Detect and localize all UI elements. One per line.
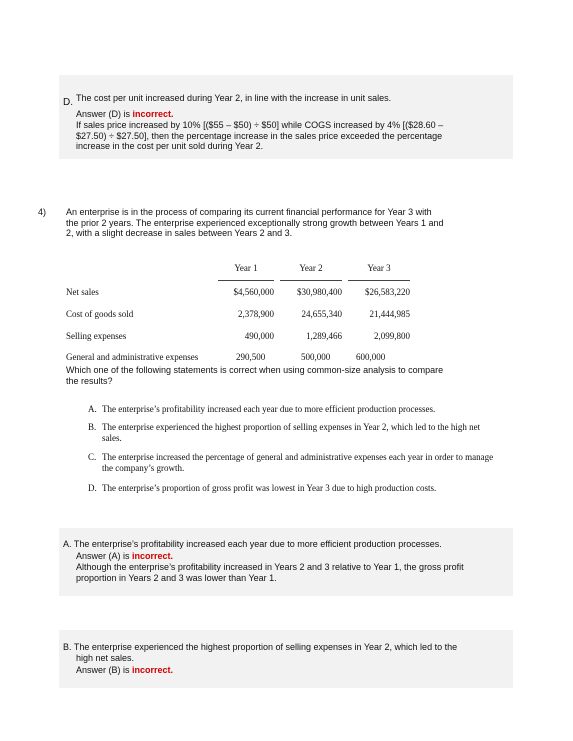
answer-prefix: Answer (B) is [76,665,133,675]
cell-value: $30,980,400 [297,286,342,297]
financial-table [66,256,410,347]
cell-value: 1,289,466 [306,330,342,341]
answer-status: incorrect. [132,109,174,119]
answer-prefix: Answer (A) is [76,551,133,561]
answer-box-d [59,75,513,159]
cell-value: 490,000 [244,330,274,341]
cell-value: 500,000 [301,352,331,362]
option-letter: A. [88,404,97,414]
question-stem [66,207,526,239]
answer-box-b [59,630,513,688]
answer-option-b[interactable] [88,422,536,443]
answer-line [76,665,173,676]
stem-line: An enterprise is in the process of comparing its current financial performance for Year 3 with [66,207,432,217]
cell-value: $4,560,000 [233,286,274,297]
prompt-line: the results? [66,375,113,386]
explanation-line: increase in the cost per unit sold during Year 2. [76,141,264,151]
table-row [66,352,396,364]
table-header-row [66,256,410,281]
answer-option-c[interactable] [88,452,536,473]
question-number: 4) [38,207,47,217]
answer-status: incorrect. [132,665,174,675]
answer-explanation [76,562,512,583]
column-header: Year 1 [218,256,274,281]
cell-value: 600,000 [356,352,386,362]
explanation-line: Although the enterprise’s profitability increased in Years 2 and 3 relative to Year 1, the gross profit [76,562,464,572]
row-label: Cost of goods sold [66,308,134,319]
cell-value: 21,444,985 [369,308,410,319]
option-text: The enterprise experienced the highest proportion of selling expenses in Year 2, which led to the high net [102,422,481,432]
statement-line: high net sales. [76,652,135,663]
table-row [66,303,410,325]
prompt-line: Which one of the following statements is correct when using common-size analysis to compare [66,365,444,375]
stem-line: the prior 2 years. The enterprise experienced exceptionally strong growth between Years 1 and [66,217,444,228]
cell-value: $26,583,220 [365,286,410,297]
answer-status: incorrect. [132,551,174,561]
cell-value: 290,500 [236,352,266,362]
answer-box-a [59,528,513,596]
row-label: Selling expenses [66,330,127,341]
column-header: Year 3 [348,256,410,281]
option-text: The enterprise increased the percentage of general and administrative expenses each year in order to manage [102,452,494,462]
explanation-line: proportion in Years 2 and 3 was lower than Year 1. [76,572,277,583]
option-statement: A. The enterprise’s profitability increased each year due to more efficient production processes. [63,539,442,549]
answer-line [76,109,174,120]
explanation-line: $27.50) ÷ $27.50], then the percentage increase in the sales price exceeded the percentage [76,130,443,141]
table-row [66,281,410,304]
option-text: The enterprise’s profitability increased each year due to more efficient production processes. [102,404,436,414]
option-statement [63,642,511,663]
option-text: the company’s growth. [102,462,185,473]
stem-line: 2, with a slight decrease in sales between Years 2 and 3. [66,228,293,238]
option-text: sales. [102,432,122,443]
explanation-line: If sales price increased by 10% [($55 – $50) ÷ $50] while COGS increased by 4% [($28.60 – [76,120,444,130]
question-prompt [66,365,526,386]
table-row [66,325,410,347]
cell-value: 2,099,800 [374,330,410,341]
row-label: General and administrative expenses [66,352,199,362]
option-letter: D. [63,97,73,108]
answer-option-d[interactable] [88,483,536,494]
answer-explanation [76,120,512,152]
cell-value: 2,378,900 [238,308,274,319]
cell-value: 24,655,340 [301,308,342,319]
column-header: Year 2 [280,256,342,281]
option-letter: D. [88,483,97,493]
answer-prefix: Answer (D) is [76,109,133,119]
option-text: The enterprise’s proportion of gross profit was lowest in Year 3 due to high production costs. [102,483,437,493]
row-label: Net sales [66,286,99,297]
option-letter: C. [88,452,97,462]
answer-option-a[interactable] [88,404,536,415]
option-statement: The cost per unit increased during Year 2, in line with the increase in unit sales. [76,93,392,103]
answer-line [76,551,173,562]
statement-line: B. The enterprise experienced the highest proportion of selling expenses in Year 2, which led to the [63,642,458,652]
option-letter: B. [88,422,97,432]
